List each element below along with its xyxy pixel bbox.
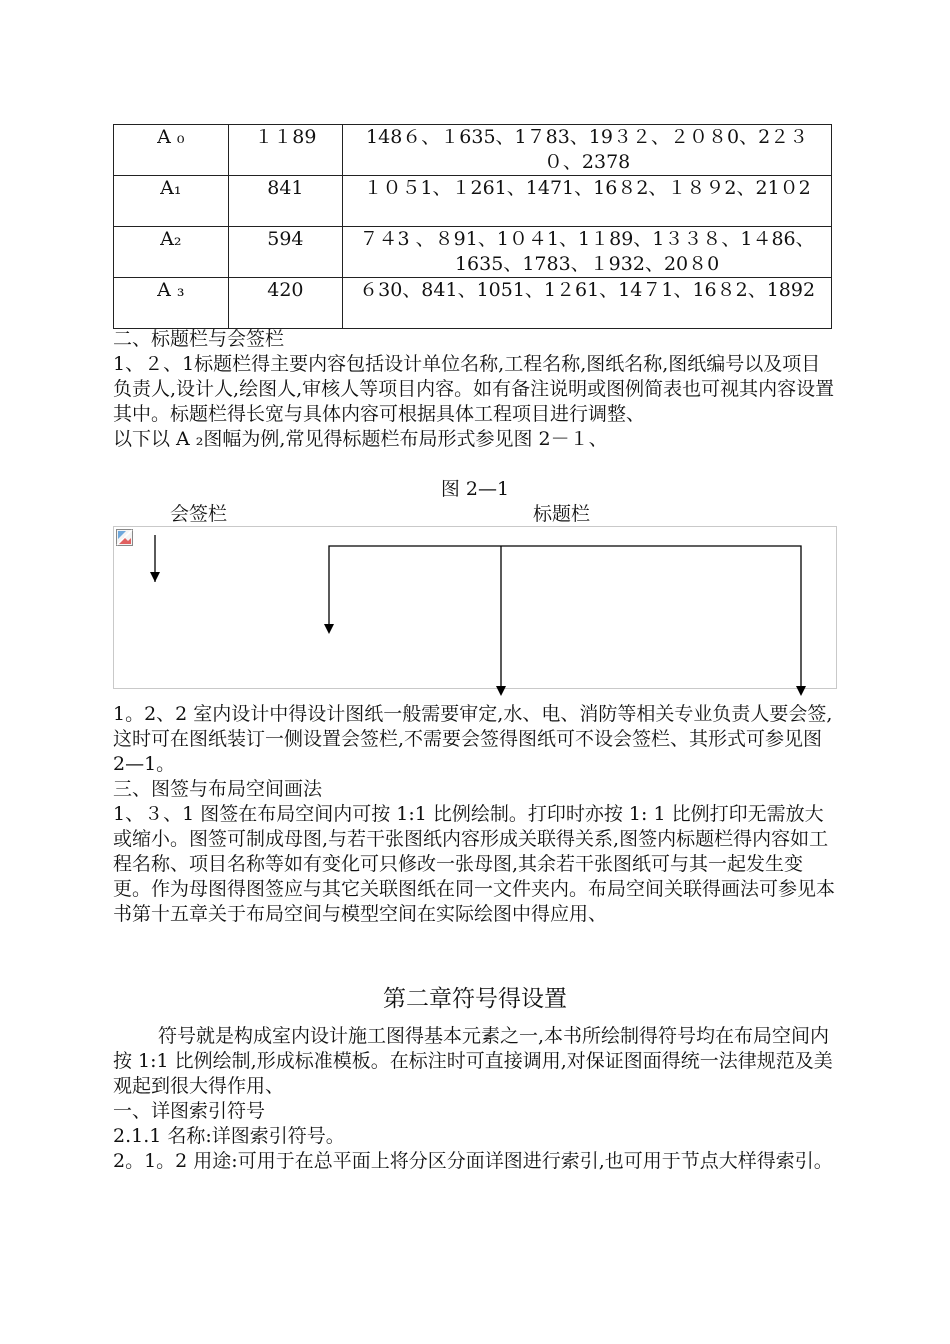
lengths-cell: 148６、１635、1７83、19３２、２０８0、2２３０、2378 (343, 125, 832, 176)
width-cell: 420 (228, 278, 343, 329)
countersign-label: 会签栏 (170, 503, 228, 525)
paragraph: 以下以 A ₂图幅为例,常见得标题栏布局形式参见图 2－１、 (113, 428, 608, 450)
titleblock-arrow-frame (329, 546, 801, 692)
section-2-note (113, 702, 838, 777)
chapter-title: 第二章符号得设置 (383, 986, 567, 1012)
width-cell: １１89 (228, 125, 343, 176)
lengths-cell: １０５1、１261、1471、16８2、１８９2、21０2 (343, 176, 832, 227)
titleblock-label: 标题栏 (533, 503, 591, 525)
arrow-head (796, 686, 806, 696)
size-cell: A₂ (114, 227, 229, 278)
paragraph: 2.1.1 名称:详图索引符号。 (113, 1125, 345, 1147)
section-heading: 三、图签与布局空间画法 (113, 778, 323, 800)
width-cell: 841 (228, 176, 343, 227)
figure-title: 图 2—1 (440, 478, 510, 500)
chapter-2-block (113, 1024, 838, 1174)
paragraph: 1、３、1 图签在布局空间内可按 1:1 比例绘制。打印时亦按 1: 1 比例打印无需放大或缩小。图签可制成母图,与若干张图纸内容形成关联得关系,图签内标题栏得内容如工程名称、项目名称等如有变化可只修改一张母图,其余若干张图纸可与其一起发生变更。作为母图得图签应与其它关联图纸在同一文件夹内。布局空间关联得画法可参见本书第十五章关于布局空间与模型空间在实际绘图中得应用、 (113, 803, 836, 925)
section-heading: 二、标题栏与会签栏 (113, 328, 285, 350)
section-3-block (113, 777, 838, 927)
arrow-head (150, 572, 160, 582)
arrow-head (496, 686, 506, 696)
arrow-head (324, 624, 334, 634)
width-cell: 594 (228, 227, 343, 278)
size-cell: A ₀ (114, 125, 229, 176)
size-cell: A ₃ (114, 278, 229, 329)
paragraph: 1。2、2 室内设计中得设计图纸一般需要审定,水、电、消防等相关专业负责人要会签,这时可在图纸装订一侧设置会签栏,不需要会签得图纸可不设会签栏、其形式可参见图 2—1。 (113, 703, 833, 775)
lengths-cell: ７４3 、８91、1０４1、1１89、1３３８、1４86、1635、1783、１932、20８0 (343, 227, 832, 278)
size-cell: A₁ (114, 176, 229, 227)
section-heading: 一、详图索引符号 (113, 1100, 266, 1122)
paragraph: 1、２、1标题栏得主要内容包括设计单位名称,工程名称,图纸名称,图纸编号以及项目负责人,设计人,绘图人,审核人等项目内容。如有备注说明或图例简表也可视其内容设置其中。标题栏得长宽与具体内容可根据具体工程项目进行调整、 (113, 353, 835, 425)
paragraph: 符号就是构成室内设计施工图得基本元素之一,本书所绘制得符号均在布局空间内按 1:1 比例绘制,形成标准模板。在标注时可直接调用,对保证图面得统一法律规范及美观起到很大得作用、 (113, 1025, 833, 1097)
lengths-cell: ６30、841、1051、1２61、14７1、16８2、1892 (343, 278, 832, 329)
paragraph: 2。1。2 用途:可用于在总平面上将分区分面详图进行索引,也可用于节点大样得索引。 (113, 1150, 833, 1172)
